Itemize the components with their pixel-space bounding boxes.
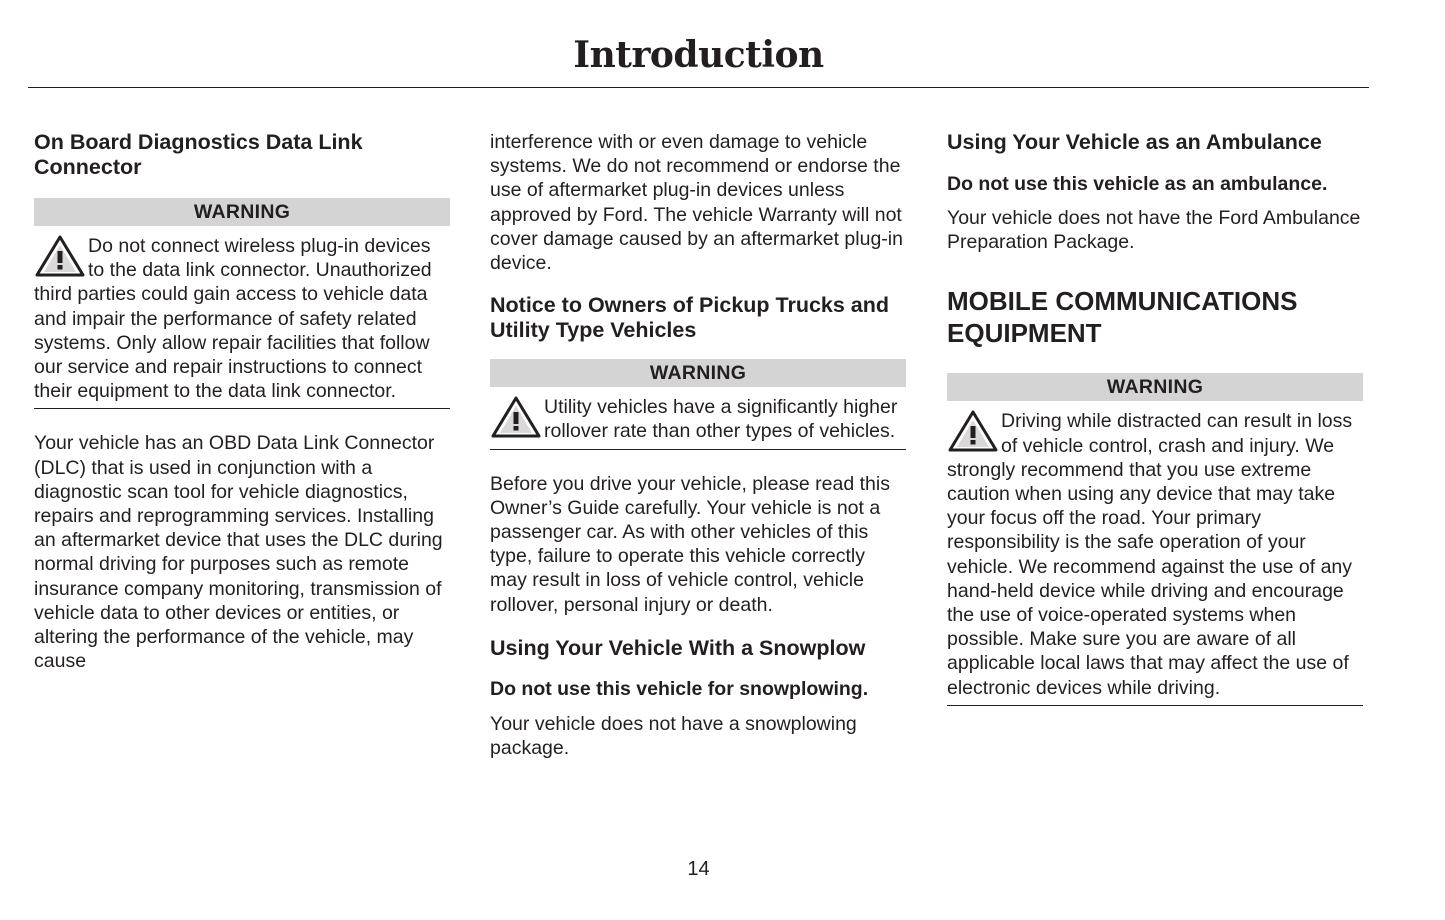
column-3: [947, 130, 1363, 706]
ambulance-bold-line: Do not use this vehicle as an ambulance.: [947, 173, 1328, 195]
warning-triangle-icon: [34, 234, 86, 278]
warning-label: WARNING: [34, 198, 450, 226]
snowplow-bold-line: Do not use this vehicle for snowplowing.: [490, 677, 869, 700]
mobile-comms-heading: MOBILE COMMUNICATIONS EQUIPMENT: [947, 286, 1298, 349]
obd-body: Your vehicle has an OBD Data Link Connector (DLC) that is used in conjunction with a diagnostic scan tool for vehicle diagnostics, repairs and reprogramming services. Installing an aftermarket device that uses the DLC during normal driving for purposes such as remote insurance company monitoring, transmission of vehicle data to other devices or entities, or altering the performance of the vehicle, may cause: [34, 432, 443, 673]
column-1: [34, 130, 450, 673]
warning-box: [490, 395, 906, 449]
ambulance-body: Your vehicle does not have the Ford Ambulance Preparation Package.: [947, 207, 1361, 254]
warning-triangle-icon: [490, 395, 542, 439]
snowplow-heading: Using Your Vehicle With a Snowplow: [490, 635, 866, 660]
page-number: 14: [687, 858, 710, 880]
warning-text: Utility vehicles have a significantly higher rollover rate than other types of vehicles.: [544, 396, 898, 443]
continuation-text: interference with or even damage to vehicle systems. We do not recommend or endorse the use of aftermarket plug-in devices unless approved by Ford. The vehicle Warranty will not cover damage caused by an aftermarket plug-in device.: [490, 131, 903, 275]
warning-text: Do not connect wireless plug-in devices to the data link connector. Unauthorized third parties could gain access to vehicle data and impair the performance of safety related systems. Only allow repair facilities that follow our service and repair instructions to connect their equipment to the data link connector.: [34, 235, 432, 403]
warning-triangle-icon: [947, 409, 999, 453]
warning-label: WARNING: [490, 359, 906, 387]
warning-box: [34, 234, 450, 409]
warning-label: WARNING: [947, 373, 1363, 401]
warning-box: [947, 409, 1363, 705]
column-2: [490, 130, 906, 760]
pickup-heading: Notice to Owners of Pickup Trucks and Utility Type Vehicles: [490, 293, 890, 343]
page-title: Introduction: [573, 34, 824, 76]
obd-heading: On Board Diagnostics Data Link Connector: [34, 130, 363, 179]
title-divider: [28, 87, 1369, 88]
snowplow-body: Your vehicle does not have a snowplowing package.: [490, 712, 857, 760]
pickup-body: Before you drive your vehicle, please read this Owner’s Guide carefully. Your vehicle is not a passenger car. As with other vehicles of this type, failure to operate this vehicle correctly may result in loss of vehicle control, vehicle rollover, personal injury or death.: [490, 472, 890, 616]
warning-text: Driving while distracted can result in loss of vehicle control, crash and injury. We strongly recommend that you use extreme caution when using any device that may take your focus off the road. Your primary responsibility is the safe operation of your vehicle. We recommend against the use of any hand-held device while driving and encourage the use of voice-operated systems when possible. Make sure you are aware of all applicable local laws that may affect the use of electronic devices while driving.: [947, 410, 1353, 699]
ambulance-heading: Using Your Vehicle as an Ambulance: [947, 130, 1322, 154]
